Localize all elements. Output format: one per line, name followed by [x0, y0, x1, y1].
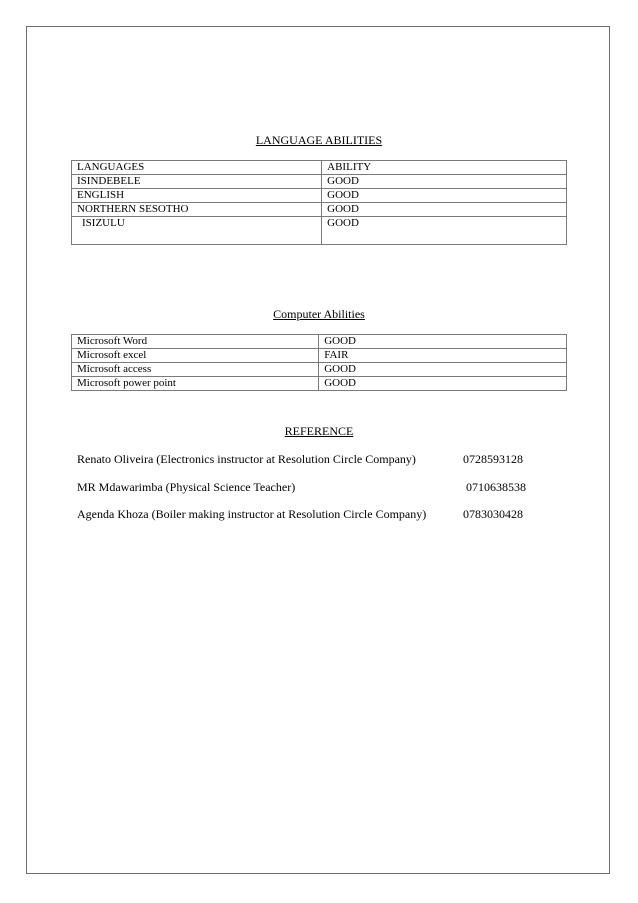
software-ability: GOOD: [319, 377, 567, 391]
language-ability: GOOD: [322, 217, 567, 245]
table-row: [72, 189, 567, 203]
computer-table: [71, 334, 567, 391]
software-ability: GOOD: [319, 335, 567, 349]
language-name: NORTHERN SESOTHO: [72, 203, 322, 217]
table-row: [72, 217, 567, 245]
software-ability: FAIR: [319, 349, 567, 363]
reference-entry: [77, 480, 547, 494]
table-header-row: [72, 161, 567, 175]
table-row: [72, 335, 567, 349]
table-row: [72, 377, 567, 391]
reference-phone: 0728593128: [463, 452, 523, 466]
header-ability: ABILITY: [322, 161, 567, 175]
reference-phone: 0783030428: [463, 507, 523, 521]
reference-entry: [77, 507, 547, 521]
table-row: [72, 349, 567, 363]
reference-text: Renato Oliveira (Electronics instructor at Resolution Circle Company): [77, 452, 416, 466]
language-ability: GOOD: [322, 189, 567, 203]
software-name: Microsoft power point: [72, 377, 319, 391]
software-name: Microsoft Word: [72, 335, 319, 349]
table-row: [72, 203, 567, 217]
table-row: [72, 363, 567, 377]
language-name: ISIZULU: [72, 217, 322, 245]
header-languages: LANGUAGES: [72, 161, 322, 175]
computer-abilities-heading: Computer Abilities: [273, 307, 365, 321]
reference-entry: [77, 452, 547, 466]
software-ability: GOOD: [319, 363, 567, 377]
languages-table: [71, 160, 567, 245]
software-name: Microsoft excel: [72, 349, 319, 363]
reference-text: MR Mdawarimba (Physical Science Teacher): [77, 480, 296, 494]
language-name: ISINDEBELE: [72, 175, 322, 189]
software-name: Microsoft access: [72, 363, 319, 377]
language-name: ENGLISH: [72, 189, 322, 203]
table-row: [72, 175, 567, 189]
reference-phone: 0710638538: [466, 480, 526, 494]
language-ability: GOOD: [322, 175, 567, 189]
reference-heading: REFERENCE: [284, 424, 354, 438]
page-border: [26, 26, 610, 874]
language-abilities-heading: LANGUAGE ABILITIES: [255, 133, 383, 147]
reference-text: Agenda Khoza (Boiler making instructor at Resolution Circle Company): [77, 507, 427, 521]
language-ability: GOOD: [322, 203, 567, 217]
